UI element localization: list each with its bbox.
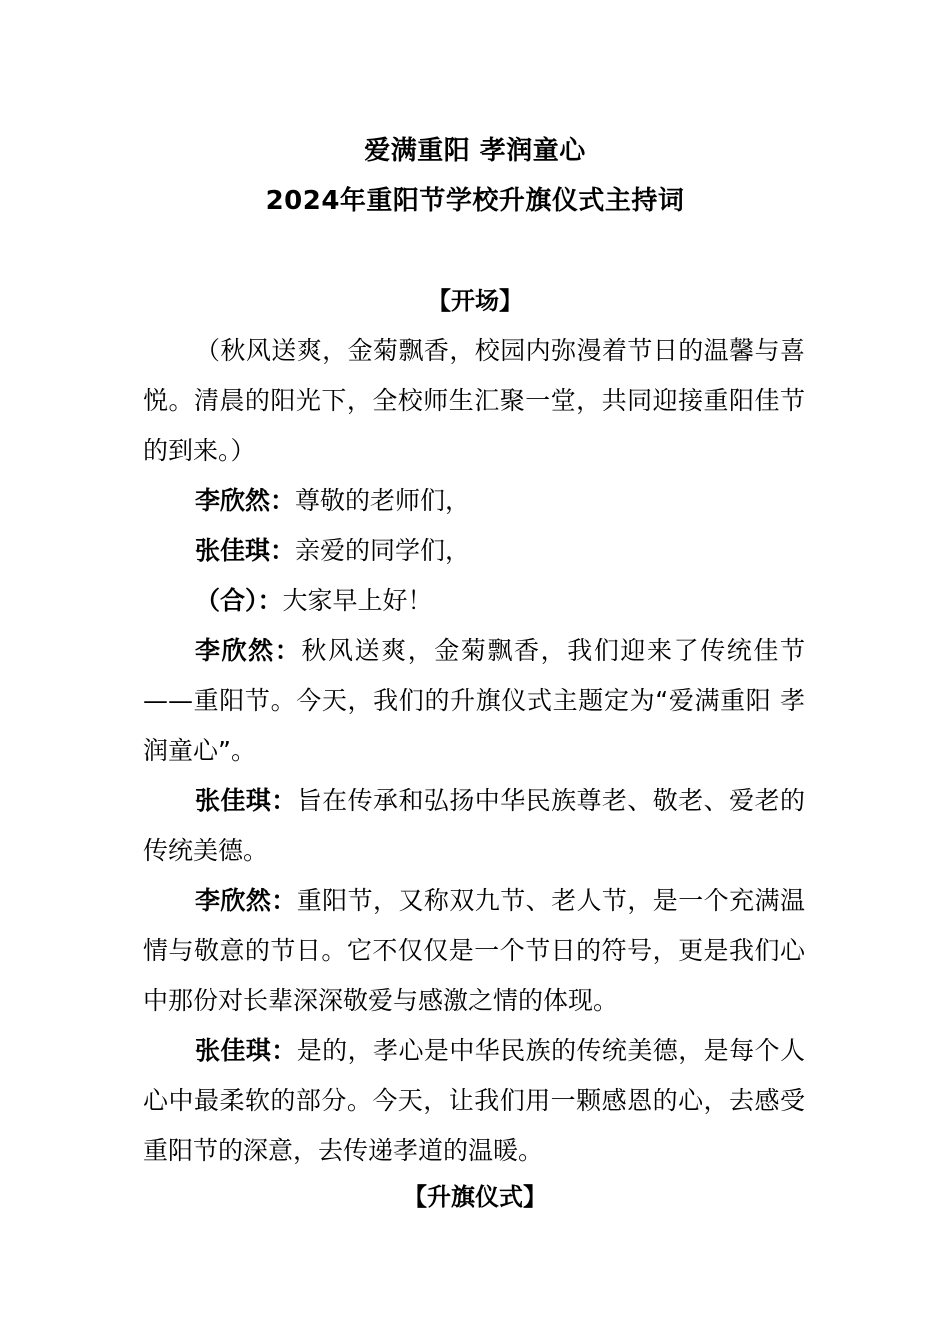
dialogue-paragraph: [143, 876, 805, 1026]
dialogue-paragraph: [143, 476, 805, 526]
speaker-name: 李欣然：: [195, 486, 296, 515]
document-subtitle: 2024年重阳节学校升旗仪式主持词: [265, 186, 685, 216]
dialogue-text: 重阳节，又称双九节、老人节，是一个充满温情与敬意的节日。它不仅仅是一个节日的符号，更是我们心中那份对长辈深深敬爱与感激之情的体现。: [143, 886, 805, 1015]
dialogue-paragraph: [143, 1026, 805, 1176]
speaker-name: 张佳琪：: [195, 786, 297, 815]
document-title: 爱满重阳 孝润童心: [364, 136, 586, 166]
dialogue-paragraph: [143, 776, 805, 876]
speaker-name: 李欣然：: [195, 636, 302, 665]
dialogue-text: 旨在传承和弘扬中华民族尊老、敬老、爱老的传统美德。: [143, 786, 805, 865]
section-heading-flag-raising: 【升旗仪式】: [403, 1183, 547, 1211]
dialogue-paragraph: [143, 576, 805, 626]
dialogue-text: 尊敬的老师们，: [295, 486, 471, 515]
dialogue-text: 是的，孝心是中华民族的传统美德，是每个人心中最柔软的部分。今天，让我们用一颗感恩的心，去感受重阳节的深意，去传递孝道的温暖。: [143, 1036, 805, 1165]
dialogue-text: 亲爱的同学们，: [295, 536, 471, 565]
speaker-name: （合）：: [195, 586, 283, 615]
speaker-name: 张佳琪：: [195, 536, 296, 565]
intro-paragraph: （秋风送爽，金菊飘香，校园内弥漫着节日的温馨与喜悦。清晨的阳光下，全校师生汇聚一堂，共同迎接重阳佳节的到来。）: [143, 336, 805, 465]
dialogue-text: 大家早上好！: [282, 586, 433, 615]
speaker-name: 张佳琪：: [195, 1036, 297, 1065]
dialogue-paragraph: [143, 626, 805, 776]
speaker-name: 李欣然：: [195, 886, 297, 915]
dialogue-text: 秋风送爽，金菊飘香，我们迎来了传统佳节——重阳节。今天，我们的升旗仪式主题定为“爱满重阳 孝润童心”。: [143, 636, 805, 765]
section-heading-opening: 【开场】: [427, 287, 523, 315]
dialogue-paragraph: [143, 526, 805, 576]
